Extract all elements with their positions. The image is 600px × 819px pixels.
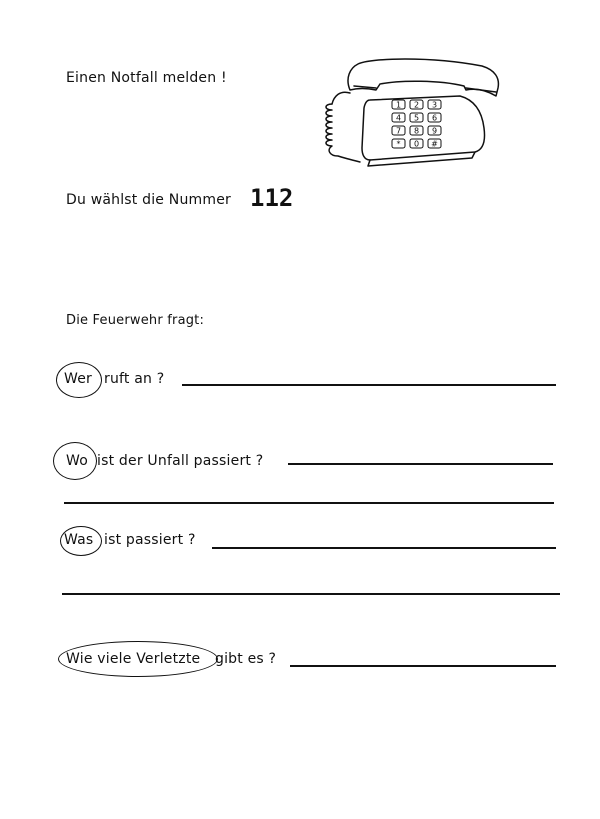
phone-key-label: 7: [395, 126, 402, 136]
dial-instruction: Du wählst die Nummer: [66, 192, 231, 208]
question-2-text: ist der Unfall passiert ?: [97, 453, 264, 469]
phone-key-label: 9: [431, 126, 438, 136]
emergency-number: 112: [250, 184, 294, 212]
phone-key-label: 3: [431, 100, 438, 110]
answer-line-1[interactable]: [182, 384, 556, 386]
answer-line-4[interactable]: [290, 665, 556, 667]
phone-key-label: 1: [395, 100, 402, 110]
question-1-word: Wer: [64, 371, 92, 387]
phone-key-label: 5: [413, 113, 420, 123]
phone-key-label: *: [396, 139, 401, 149]
phone-key-label: 2: [413, 100, 420, 110]
fire-department-asks: Die Feuerwehr fragt:: [66, 313, 205, 328]
question-3-text: ist passiert ?: [104, 532, 196, 548]
question-3-word: Was: [64, 532, 94, 548]
question-4-word: Wie viele Verletzte: [66, 651, 201, 667]
phone-key-label: 0: [413, 139, 420, 149]
answer-line-2a[interactable]: [288, 463, 553, 465]
answer-line-3a[interactable]: [212, 547, 556, 549]
phone-key-label: 4: [395, 113, 402, 123]
phone-key-label: #: [431, 139, 438, 149]
answer-line-2b[interactable]: [64, 502, 554, 504]
phone-key-label: 6: [431, 113, 438, 123]
question-1-text: ruft an ?: [104, 371, 165, 387]
question-2-word: Wo: [66, 453, 88, 469]
phone-key-label: 8: [413, 126, 420, 136]
question-4-text: gibt es ?: [215, 651, 277, 667]
worksheet-title: Einen Notfall melden !: [66, 70, 227, 86]
telephone-icon: [310, 48, 510, 178]
answer-line-3b[interactable]: [62, 593, 560, 595]
